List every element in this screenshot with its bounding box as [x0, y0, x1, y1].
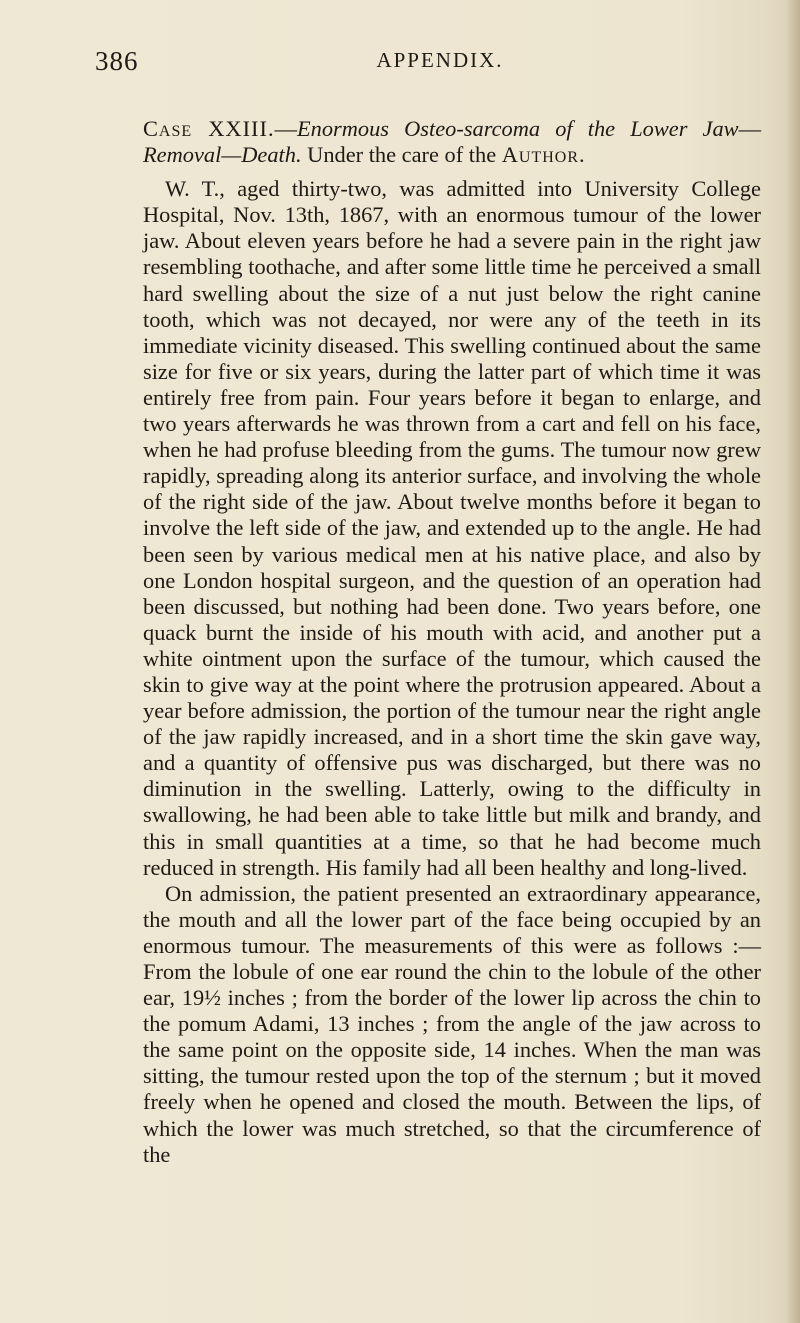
case-dash-2: —	[738, 116, 761, 141]
case-dash: —	[274, 116, 297, 141]
running-head: APPENDIX.	[376, 48, 504, 72]
case-outcome: Removal—Death.	[143, 142, 302, 168]
case-label: Case XXIII.	[143, 116, 275, 141]
paragraph-admission: On admission, the patient presented an extraordinary appearance, the mouth and all the lower part of the face being occupied by an enormous tumour. The measurements of this were as follows :—From the lobule of one ear round the chin to the lobule of the other ear, 19½ inches ; from the border of the lower lip across the chin to the pomum Adami, 13 inches ; from the angle of the jaw across to the same point on the opposite side, 14 inches. When the man was sitting, the tumour rested upon the top of the sternum ; but it moved freely when he opened and closed the mouth. Between the lips, of which the lower was much stretched, so that the circumference of the	[143, 880, 761, 1167]
page-header	[95, 46, 755, 76]
case-title: Enormous Osteo-sarcoma of the Lower Jaw	[296, 116, 739, 141]
page-body	[143, 116, 761, 1168]
paragraph-history: W. T., aged thirty-two, was admitted into University College Hospital, Nov. 13th, 1867, with an enormous tumour of the lower jaw. About eleven years before he had a severe pain in the right jaw resembling toothache, and after some little time he perceived a small hard swelling about the size of a nut just below the right canine tooth, which was not decayed, nor were any of the teeth in its immediate vicinity diseased. This swelling continued about the same size for five or six years, during the latter part of which time it was entirely free from pain. Four years before it began to enlarge, and two years afterwards he was thrown from a cart and fell on his face, when he had profuse bleeding from the gums. The tumour now grew rapidly, spreading along its anterior surface, and involving the whole of the right side of the jaw. About twelve months before it began to involve the left side of the jaw, and extended up to the angle. He had been seen by various medical men at his native place, and also by one London hospital surgeon, and the question of an operation had been discussed, but nothing had been done. Two years before, one quack burnt the inside of his mouth with acid, and another put a white ointment upon the surface of the tumour, which caused the skin to give way at the point where the protrusion appeared. About a year before admission, the portion of the tumour near the right angle of the jaw rapidly increased, and in a short time the skin gave way, and a quantity of offensive pus was discharged, but there was no diminution in the swelling. Latterly, owing to the difficulty in swallowing, he had been able to take little but milk and brandy, and this in small quantities at a time, so that he had become much reduced in strength. His family had all been healthy and long-lived.	[143, 176, 761, 880]
case-care-text: Under the care of the	[301, 142, 502, 168]
case-heading	[143, 116, 761, 168]
case-author: Author.	[501, 142, 586, 168]
page-edge-shadow	[786, 0, 800, 1323]
page-number: 386	[95, 46, 139, 76]
